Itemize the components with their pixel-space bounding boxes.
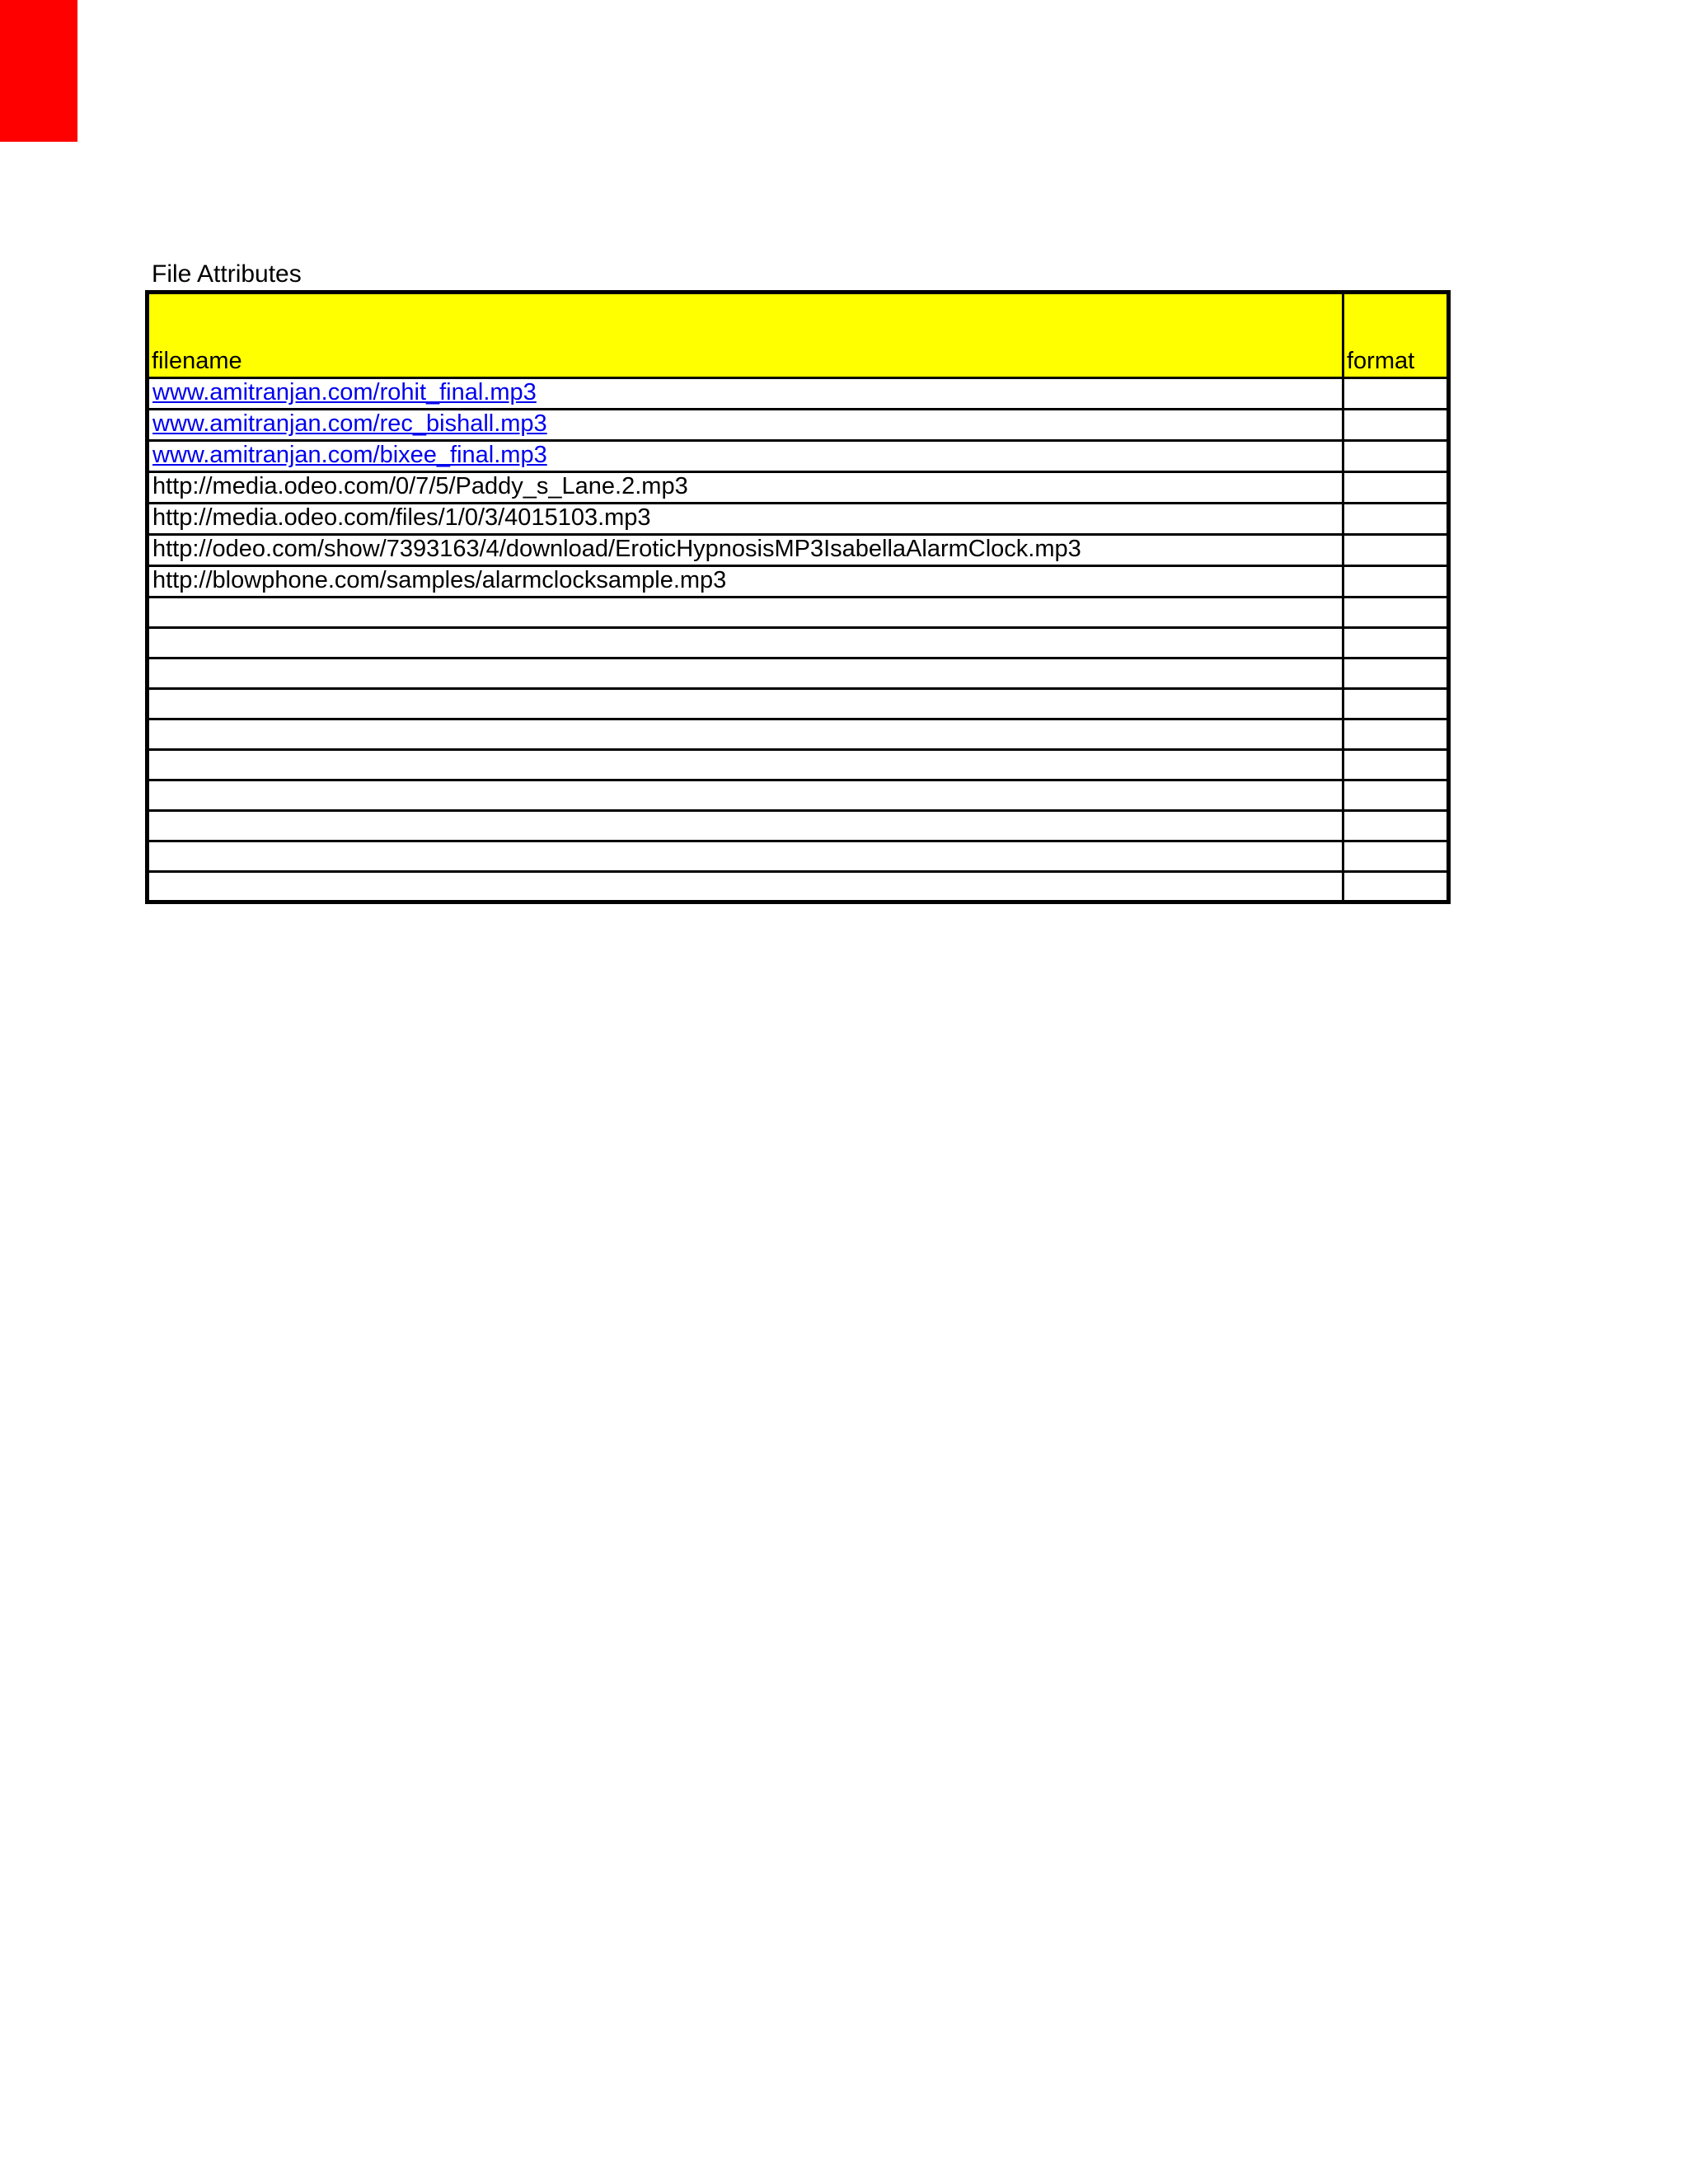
table-row [148, 410, 1449, 441]
filename-cell [148, 719, 1343, 750]
table-row [148, 504, 1449, 535]
table-body [148, 378, 1449, 902]
filename-link[interactable]: www.amitranjan.com/rohit_final.mp3 [152, 379, 537, 405]
filename-cell [148, 658, 1343, 689]
format-cell [1343, 566, 1449, 598]
table-row [148, 566, 1449, 598]
filename-link[interactable]: www.amitranjan.com/bixee_final.mp3 [152, 442, 547, 468]
filename-cell [148, 598, 1343, 628]
filename-cell: http://media.odeo.com/files/1/0/3/4015103.mp3 [148, 504, 1343, 535]
format-cell [1343, 750, 1449, 780]
table-row [148, 780, 1449, 811]
format-cell [1343, 378, 1449, 410]
table-row [148, 598, 1449, 628]
format-cell [1343, 658, 1449, 689]
red-highlight-marker [0, 0, 77, 142]
filename-cell [148, 811, 1343, 841]
format-cell [1343, 872, 1449, 902]
table-row [148, 658, 1449, 689]
format-cell [1343, 841, 1449, 872]
filename-cell [148, 780, 1343, 811]
table-row [148, 750, 1449, 780]
filename-cell [148, 689, 1343, 719]
sheet-title: File Attributes [152, 260, 302, 288]
filename-cell [148, 872, 1343, 902]
filename-cell [148, 441, 1343, 472]
table-row [148, 689, 1449, 719]
table-row [148, 872, 1449, 902]
filename-cell [148, 378, 1343, 410]
filename-link[interactable]: www.amitranjan.com/rec_bishall.mp3 [152, 410, 547, 437]
filename-cell [148, 841, 1343, 872]
header-row [148, 293, 1449, 378]
filename-cell [148, 628, 1343, 658]
table-row [148, 441, 1449, 472]
filename-cell: http://odeo.com/show/7393163/4/download/EroticHypnosisMP3IsabellaAlarmClock.mp3 [148, 535, 1343, 566]
format-cell [1343, 472, 1449, 504]
format-cell [1343, 410, 1449, 441]
file-attributes-table [145, 290, 1451, 904]
filename-cell [148, 410, 1343, 441]
table-row [148, 535, 1449, 566]
table-row [148, 378, 1449, 410]
table-row [148, 811, 1449, 841]
table-row [148, 628, 1449, 658]
format-cell [1343, 719, 1449, 750]
format-cell [1343, 689, 1449, 719]
format-cell [1343, 780, 1449, 811]
format-cell [1343, 535, 1449, 566]
format-cell [1343, 441, 1449, 472]
table-row [148, 719, 1449, 750]
filename-cell: http://media.odeo.com/0/7/5/Paddy_s_Lane.2.mp3 [148, 472, 1343, 504]
filename-cell [148, 750, 1343, 780]
format-column-header: format [1343, 293, 1449, 378]
filename-column-header: filename [148, 293, 1343, 378]
table-row [148, 472, 1449, 504]
format-cell [1343, 504, 1449, 535]
format-cell [1343, 598, 1449, 628]
filename-cell: http://blowphone.com/samples/alarmclocksample.mp3 [148, 566, 1343, 598]
table-row [148, 841, 1449, 872]
format-cell [1343, 811, 1449, 841]
format-cell [1343, 628, 1449, 658]
